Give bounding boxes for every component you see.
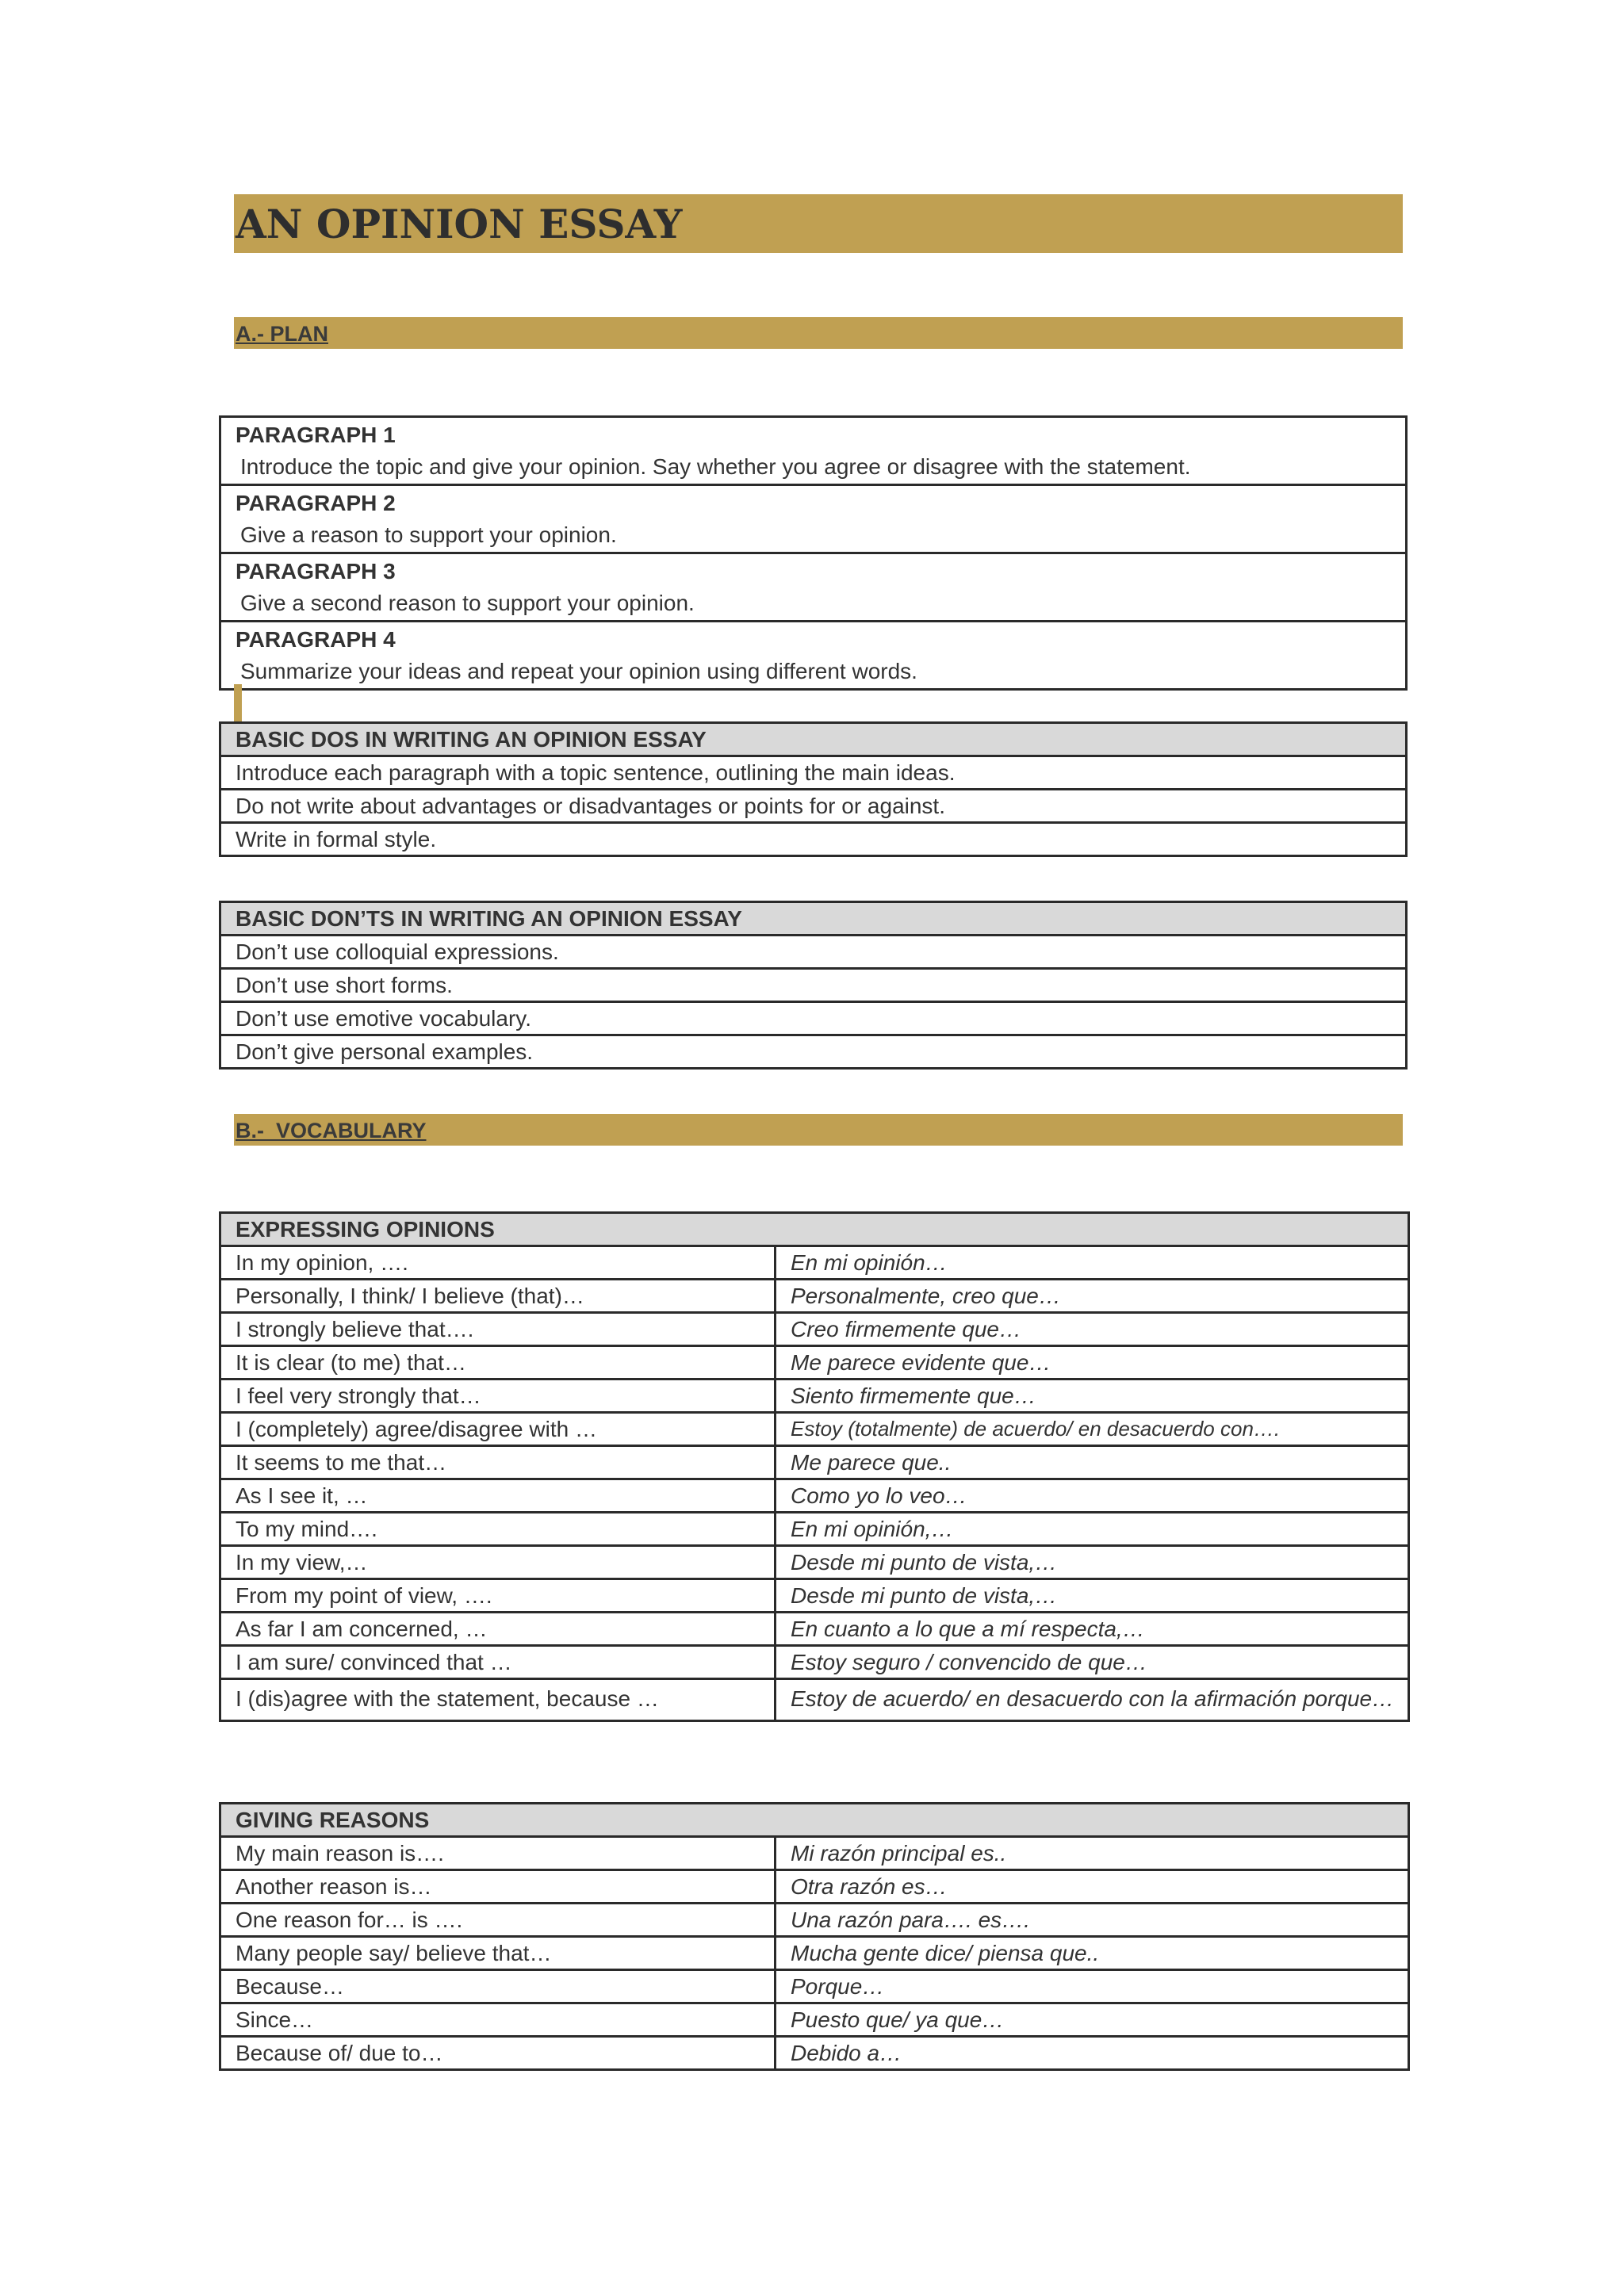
table-row: [220, 1413, 1409, 1446]
opinion-en: I feel very strongly that…: [220, 1380, 776, 1413]
table-row: [220, 756, 1407, 790]
opinion-es: Desde mi punto de vista,…: [776, 1546, 1409, 1579]
reason-es: Mucha gente dice/ piensa que..: [776, 1937, 1409, 1970]
table-row: [220, 1246, 1409, 1280]
opinion-en: As far I am concerned, …: [220, 1613, 776, 1646]
donts-item: Don’t use emotive vocabulary.: [220, 1002, 1407, 1035]
dos-item: Do not write about advantages or disadvantages or points for or against.: [220, 790, 1407, 823]
table-row: [220, 2003, 1409, 2037]
table-row: [220, 1546, 1409, 1579]
opinion-en: In my view,…: [220, 1546, 776, 1579]
opinion-es: En cuanto a lo que a mí respecta,…: [776, 1613, 1409, 1646]
table-row: [220, 2037, 1409, 2070]
opinion-en: From my point of view, ….: [220, 1579, 776, 1613]
opinion-en: I strongly believe that….: [220, 1313, 776, 1346]
opinion-en: It seems to me that…: [220, 1446, 776, 1479]
opinion-en: As I see it, …: [220, 1479, 776, 1513]
plan-text: Give a second reason to support your opinion.: [240, 591, 695, 615]
donts-table: [219, 901, 1408, 1070]
opinion-es: En mi opinión…: [776, 1246, 1409, 1280]
title-banner: [234, 194, 1403, 253]
plan-table: [219, 415, 1408, 691]
section-a-title: A.- PLAN: [236, 322, 328, 346]
table-row: [220, 936, 1407, 969]
reason-es: Debido a…: [776, 2037, 1409, 2070]
plan-row: [220, 622, 1407, 690]
plan-row: [220, 485, 1407, 553]
dos-item: Write in formal style.: [220, 823, 1407, 856]
table-row: [220, 1346, 1409, 1380]
table-row: [220, 1937, 1409, 1970]
opinion-en: I (completely) agree/disagree with …: [220, 1413, 776, 1446]
table-row: [220, 969, 1407, 1002]
plan-row: [220, 417, 1407, 485]
opinions-table: [219, 1211, 1410, 1722]
plan-text: Summarize your ideas and repeat your opinion using different words.: [240, 659, 917, 683]
table-header-row: [220, 1213, 1409, 1246]
opinion-es: Me parece evidente que…: [776, 1346, 1409, 1380]
plan-heading: PARAGRAPH 3: [236, 559, 396, 584]
opinion-es: Desde mi punto de vista,…: [776, 1579, 1409, 1613]
plan-heading: PARAGRAPH 2: [236, 491, 396, 515]
gold-margin-mark: [234, 684, 242, 722]
plan-row: [220, 553, 1407, 622]
reason-en: Another reason is…: [220, 1870, 776, 1904]
table-row: [220, 1280, 1409, 1313]
opinion-es: Personalmente, creo que…: [776, 1280, 1409, 1313]
reason-es: Porque…: [776, 1970, 1409, 2003]
table-row: [220, 790, 1407, 823]
table-row: [220, 823, 1407, 856]
opinion-es: Estoy seguro / convencido de que…: [776, 1646, 1409, 1679]
section-b-title: B.- VOCABULARY: [236, 1119, 427, 1142]
table-row: [220, 1380, 1409, 1413]
opinion-en: I (dis)agree with the statement, because …: [220, 1679, 776, 1721]
section-b-banner: [234, 1114, 1403, 1146]
opinion-es: Como yo lo veo…: [776, 1479, 1409, 1513]
table-row: [220, 1613, 1409, 1646]
opinion-en: To my mind….: [220, 1513, 776, 1546]
table-row: [220, 1679, 1409, 1721]
reason-en: One reason for… is ….: [220, 1904, 776, 1937]
opinion-en: I am sure/ convinced that …: [220, 1646, 776, 1679]
page-title: AN OPINION ESSAY: [236, 201, 683, 247]
dos-table: [219, 721, 1408, 857]
opinion-es: Me parece que..: [776, 1446, 1409, 1479]
table-row: [220, 1513, 1409, 1546]
table-header-row: [220, 723, 1407, 756]
reason-es: Puesto que/ ya que…: [776, 2003, 1409, 2037]
table-row: [220, 1035, 1407, 1069]
dos-item: Introduce each paragraph with a topic sentence, outlining the main ideas.: [220, 756, 1407, 790]
reason-es: Mi razón principal es..: [776, 1837, 1409, 1870]
donts-heading: BASIC DON’TS IN WRITING AN OPINION ESSAY: [220, 902, 1407, 936]
donts-item: Don’t use colloquial expressions.: [220, 936, 1407, 969]
reason-en: Because…: [220, 1970, 776, 2003]
reason-es: Otra razón es…: [776, 1870, 1409, 1904]
opinion-es: En mi opinión,…: [776, 1513, 1409, 1546]
plan-heading: PARAGRAPH 4: [236, 627, 396, 652]
opinion-en: It is clear (to me) that…: [220, 1346, 776, 1380]
opinion-es: Estoy de acuerdo/ en desacuerdo con la afirmación porque…: [776, 1679, 1409, 1721]
opinion-es: Siento firmemente que…: [776, 1380, 1409, 1413]
table-row: [220, 1904, 1409, 1937]
reason-en: Since…: [220, 2003, 776, 2037]
reason-es: Una razón para…. es….: [776, 1904, 1409, 1937]
section-a-banner: [234, 317, 1403, 349]
donts-item: Don’t use short forms.: [220, 969, 1407, 1002]
table-header-row: [220, 1804, 1409, 1837]
table-row: [220, 1837, 1409, 1870]
reason-en: Many people say/ believe that…: [220, 1937, 776, 1970]
table-row: [220, 1579, 1409, 1613]
opinion-en: Personally, I think/ I believe (that)…: [220, 1280, 776, 1313]
table-row: [220, 1002, 1407, 1035]
reason-en: My main reason is….: [220, 1837, 776, 1870]
reason-en: Because of/ due to…: [220, 2037, 776, 2070]
plan-text: Introduce the topic and give your opinion. Say whether you agree or disagree with the statement.: [240, 454, 1191, 479]
table-row: [220, 1313, 1409, 1346]
table-row: [220, 1446, 1409, 1479]
table-header-row: [220, 902, 1407, 936]
plan-heading: PARAGRAPH 1: [236, 423, 396, 447]
reasons-table: [219, 1802, 1410, 2071]
opinion-es: Creo firmemente que…: [776, 1313, 1409, 1346]
donts-item: Don’t give personal examples.: [220, 1035, 1407, 1069]
reasons-heading: GIVING REASONS: [220, 1804, 1409, 1837]
table-row: [220, 1970, 1409, 2003]
table-row: [220, 1479, 1409, 1513]
opinion-en: In my opinion, ….: [220, 1246, 776, 1280]
table-row: [220, 1870, 1409, 1904]
plan-text: Give a reason to support your opinion.: [240, 522, 617, 547]
table-row: [220, 1646, 1409, 1679]
opinions-heading: EXPRESSING OPINIONS: [220, 1213, 1409, 1246]
dos-heading: BASIC DOS IN WRITING AN OPINION ESSAY: [220, 723, 1407, 756]
opinion-es: Estoy (totalmente) de acuerdo/ en desacuerdo con….: [776, 1413, 1409, 1446]
